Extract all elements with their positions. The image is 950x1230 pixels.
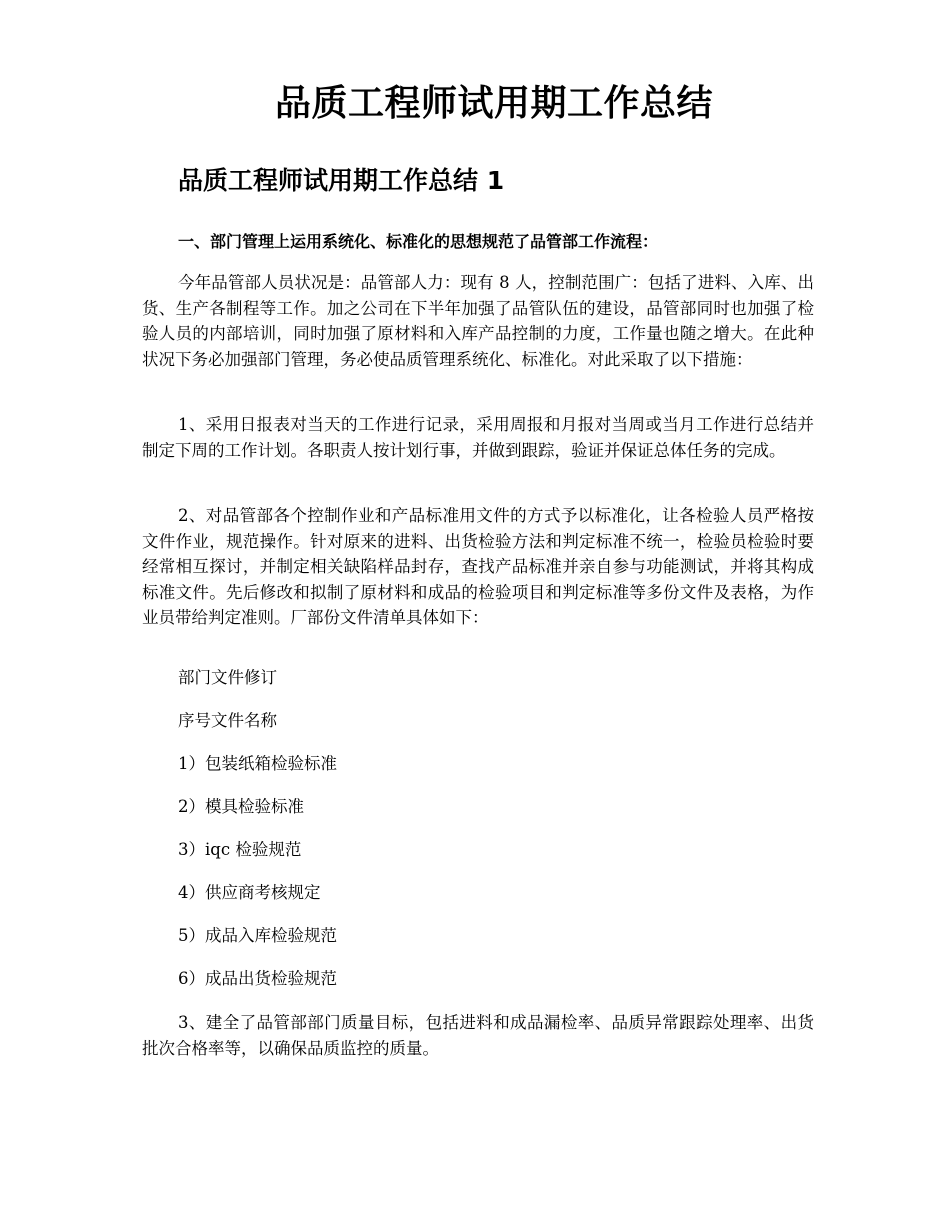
paragraph-measure-1: 1、采用日报表对当天的工作进行记录，采用周报和月报对当周或当月工作进行总结并制定下周的工作计划。各职责人按计划行事，并做到跟踪，验证并保证总体任务的完成。: [142, 415, 814, 460]
list-item: 1）包装纸箱检验标准: [178, 754, 337, 773]
file-list-header: 部门文件修订: [178, 668, 277, 687]
section-title: 品质工程师试用期工作总结 1: [178, 166, 505, 195]
list-item: 6）成品出货检验规范: [178, 969, 337, 988]
paragraph-measure-3: 3、建全了品管部部门质量目标，包括进料和成品漏检率、品质异常跟踪处理率、出货批次合格率等，以确保品质监控的质量。: [142, 1013, 814, 1058]
section-subheading: 一、部门管理上运用系统化、标准化的思想规范了品管部工作流程：: [178, 232, 659, 251]
list-item: 5）成品入库检验规范: [178, 926, 337, 945]
paragraph-intro: 今年品管部人员状况是：品管部人力：现有 8 人，控制范围广：包括了进料、入库、出货、生产各制程等工作。加之公司在下半年加强了品管队伍的建设，品管部同时也加强了检验人员的内部培训，同时加强了原材料和入库产品控制的力度，工作量也随之增大。在此种状况下务必加强部门管理，务必使品质管理系统化、标准化。对此采取了以下措施：: [142, 273, 814, 369]
list-item: 2）模具检验标准: [178, 797, 304, 816]
list-item: 3）iqc 检验规范: [178, 840, 302, 859]
file-list-columns: 序号文件名称: [178, 711, 277, 730]
paragraph-measure-2: 2、对品管部各个控制作业和产品标准用文件的方式予以标准化，让各检验人员严格按文件作业，规范操作。针对原来的进料、出货检验方法和判定标准不统一，检验员检验时要经常相互探讨，并制定相关缺陷样品封存，查找产品标准并亲自参与功能测试，并将其构成标准文件。先后修改和拟制了原材料和成品的检验项目和判定标准等多份文件及表格，为作业员带给判定准则。厂部份文件清单具体如下：: [142, 506, 814, 628]
document-title: 品质工程师试用期工作总结: [274, 83, 713, 124]
list-item: 4）供应商考核规定: [178, 883, 321, 902]
